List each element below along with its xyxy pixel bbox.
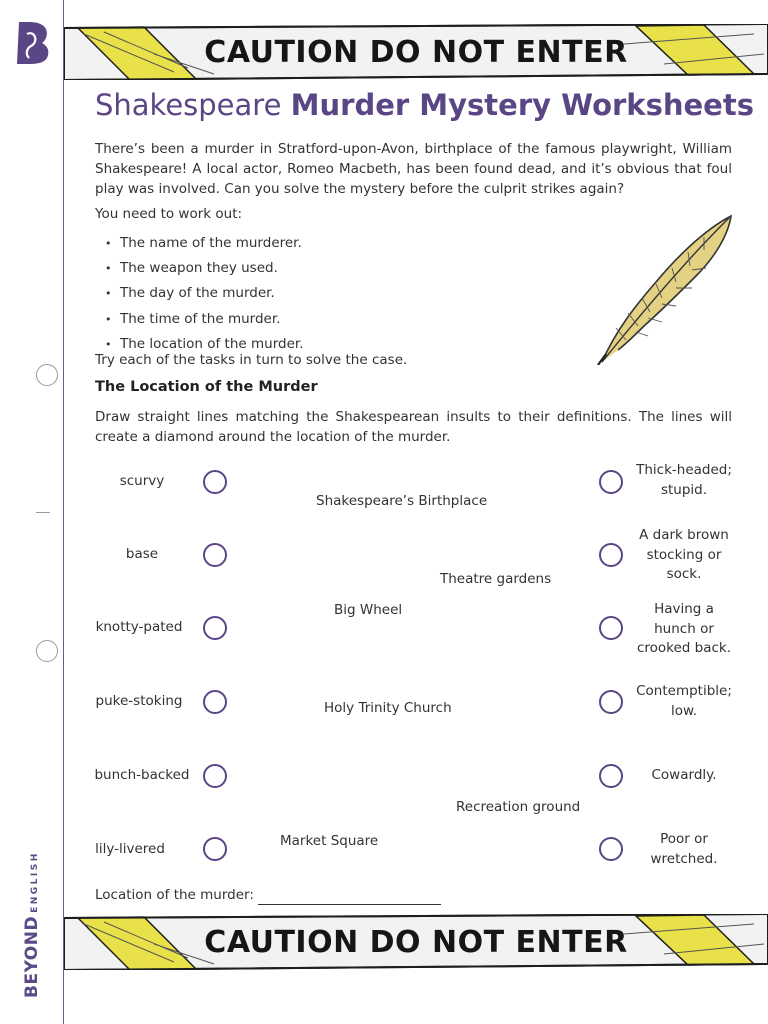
definition-line: Having a [654,601,714,617]
caution-text: CAUTION DO NOT ENTER [204,35,628,70]
list-item: • The day of the murder. [105,281,304,306]
intro-paragraph: There’s been a murder in Stratford-upon-Avon, birthplace of the famous playwright, William Shakespeare! A local actor, Romeo Macbeth, has been found dead, and it’s obvious that foul play was involved. Can you solve the mystery before the culprit strikes again? [95,141,732,197]
definition-line: hunch or [654,620,714,637]
caution-text: CAUTION DO NOT ENTER [204,925,628,960]
title-regular: Shakespeare [95,88,291,122]
match-circle-left[interactable] [203,764,227,788]
section-heading: The Location of the Murder [95,379,318,395]
caution-tape-top [64,24,768,80]
insult-word: base [125,546,159,562]
definition-line: Poor or [660,831,708,847]
task-list [105,231,304,357]
section-instructions: Draw straight lines matching the Shakespearean insults to their definitions. The lines will create a diamond around the location of the murder. [95,409,732,445]
place-label: Market Square [280,833,379,849]
place-label: Recreation ground [456,799,581,815]
insult-word: bunch-backed [94,767,190,783]
definition-line: sock. [666,566,702,582]
answer-label: Location of the murder: [95,887,254,903]
insult-word: lily-livered [95,841,165,857]
page-title [95,88,754,122]
definition-text [629,526,739,585]
brand-word-beyond: BEYOND [22,915,42,998]
insult-word: knotty-pated [95,619,183,635]
need-label: You need to work out: [95,206,243,222]
match-circle-right[interactable] [599,837,623,861]
definition-text [629,600,739,659]
definition-line: wretched. [650,850,718,867]
beyond-logo-icon [15,20,51,64]
place-label: Big Wheel [334,602,403,618]
definition-line: Thick-headed; [636,462,732,478]
definition-line: A dark brown [639,527,729,543]
title-bold: Murder Mystery Worksheets [290,88,754,122]
punch-hole [36,640,58,662]
match-circle-right[interactable] [599,616,623,640]
answer-blank[interactable] [258,889,441,905]
match-circle-right[interactable] [599,543,623,567]
definition-line: stocking or [646,546,722,563]
definition-text [629,682,739,721]
match-circle-right[interactable] [599,690,623,714]
match-circle-right[interactable] [599,470,623,494]
match-circle-left[interactable] [203,690,227,714]
insult-word: puke-stoking [95,693,183,709]
definition-line: stupid. [660,481,708,498]
definition-line: low. [670,702,698,719]
match-circle-left[interactable] [203,837,227,861]
list-item: • The time of the murder. [105,307,304,332]
insult-word: scurvy [119,473,165,489]
punch-hole [36,364,58,386]
match-circle-right[interactable] [599,764,623,788]
list-item: • The location of the murder. [105,332,304,357]
brand-vertical [22,851,42,998]
fold-mark [36,512,50,513]
margin-line [63,0,64,1024]
place-label: Holy Trinity Church [324,700,452,716]
answer-row [95,885,441,905]
match-circle-left[interactable] [203,543,227,567]
try-each-text: Try each of the tasks in turn to solve the case. [95,352,408,368]
definition-line: Contemptible; [636,683,732,699]
definition-text [629,461,739,500]
place-label: Theatre gardens [440,571,552,587]
list-item: • The weapon they used. [105,256,304,281]
brand-word-english: ENGLISH [30,851,40,913]
definition-line: Cowardly. [651,767,717,783]
definition-line: crooked back. [636,640,732,656]
quill-icon [596,210,736,365]
caution-tape-bottom [64,914,768,970]
list-item: • The name of the murderer. [105,231,304,256]
definition-text [629,830,739,869]
definition-text [629,766,739,786]
match-circle-left[interactable] [203,470,227,494]
place-label: Shakespeare’s Birthplace [316,493,488,509]
match-circle-left[interactable] [203,616,227,640]
